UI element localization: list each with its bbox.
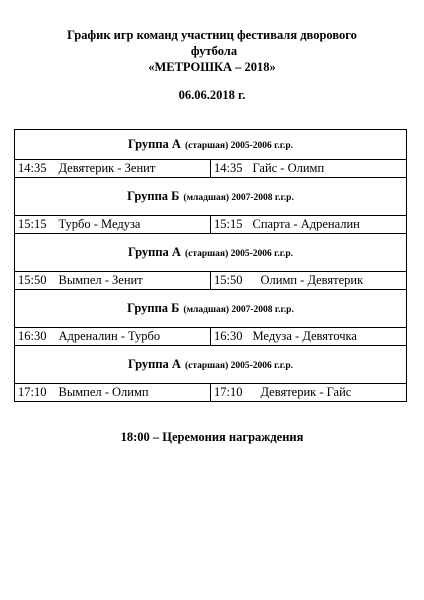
title-line-1: График игр команд участниц фестиваля дворового	[67, 28, 357, 42]
group-name: Группа Б	[127, 301, 180, 315]
match-cell	[211, 160, 407, 178]
match-cell	[211, 328, 407, 346]
match-time: 17:10	[214, 385, 243, 399]
match-row	[15, 272, 407, 290]
match-time: 14:35	[18, 161, 47, 175]
title-line-2: футбола	[190, 44, 238, 58]
title-line-3: «МЕТРОШКА – 2018»	[148, 60, 276, 74]
schedule-table	[14, 129, 407, 402]
match-row	[15, 160, 407, 178]
match-teams: Медуза - Девяточка	[252, 329, 357, 343]
group-header	[15, 234, 407, 272]
match-time: 15:50	[18, 273, 47, 287]
match-teams: Гайс - Олимп	[252, 161, 325, 175]
match-teams: Спарта - Адреналин	[252, 217, 360, 231]
group-name: Группа А	[127, 245, 181, 259]
match-cell	[211, 216, 407, 234]
match-cell	[15, 216, 211, 234]
group-header	[15, 178, 407, 216]
match-time: 17:10	[18, 385, 47, 399]
group-header-row	[15, 130, 407, 160]
match-teams: Девятерик - Зенит	[58, 161, 156, 175]
match-time: 15:15	[214, 217, 243, 231]
match-cell	[15, 272, 211, 290]
group-header	[15, 290, 407, 328]
group-detail: (старшая) 2005-2006 г.г.р.	[184, 141, 294, 151]
match-row	[15, 328, 407, 346]
match-time: 15:15	[18, 217, 47, 231]
group-name: Группа А	[127, 357, 181, 371]
match-cell	[15, 328, 211, 346]
match-row	[15, 384, 407, 402]
match-teams: Вымпел - Олимп	[58, 385, 149, 399]
group-header-row	[15, 234, 407, 272]
document-title	[0, 27, 424, 75]
group-header-row	[15, 290, 407, 328]
group-header-row	[15, 178, 407, 216]
match-row	[15, 216, 407, 234]
group-detail: (старшая) 2005-2006 г.г.р.	[184, 249, 294, 259]
group-header	[15, 346, 407, 384]
match-cell	[15, 384, 211, 402]
group-header	[15, 130, 407, 160]
group-detail: (старшая) 2005-2006 г.г.р.	[184, 361, 294, 371]
match-teams: Девятерик - Гайс	[260, 385, 352, 399]
match-time: 16:30	[214, 329, 243, 343]
group-detail: (младшая) 2007-2008 г.г.р.	[183, 193, 294, 203]
match-teams: Турбо - Медуза	[58, 217, 141, 231]
match-time: 15:50	[214, 273, 243, 287]
group-header-row	[15, 346, 407, 384]
match-time: 14:35	[214, 161, 243, 175]
group-name: Группа А	[127, 137, 181, 151]
match-cell	[211, 384, 407, 402]
event-date: 06.06.2018 г.	[178, 88, 246, 102]
award-ceremony: 18:00 – Церемония награждения	[120, 430, 304, 444]
match-time: 16:30	[18, 329, 47, 343]
group-name: Группа Б	[127, 189, 180, 203]
match-teams: Вымпел - Зенит	[58, 273, 143, 287]
group-detail: (младшая) 2007-2008 г.г.р.	[183, 305, 294, 315]
match-teams: Адреналин - Турбо	[58, 329, 161, 343]
match-teams: Олимп - Девятерик	[260, 273, 364, 287]
match-cell	[211, 272, 407, 290]
match-cell	[15, 160, 211, 178]
